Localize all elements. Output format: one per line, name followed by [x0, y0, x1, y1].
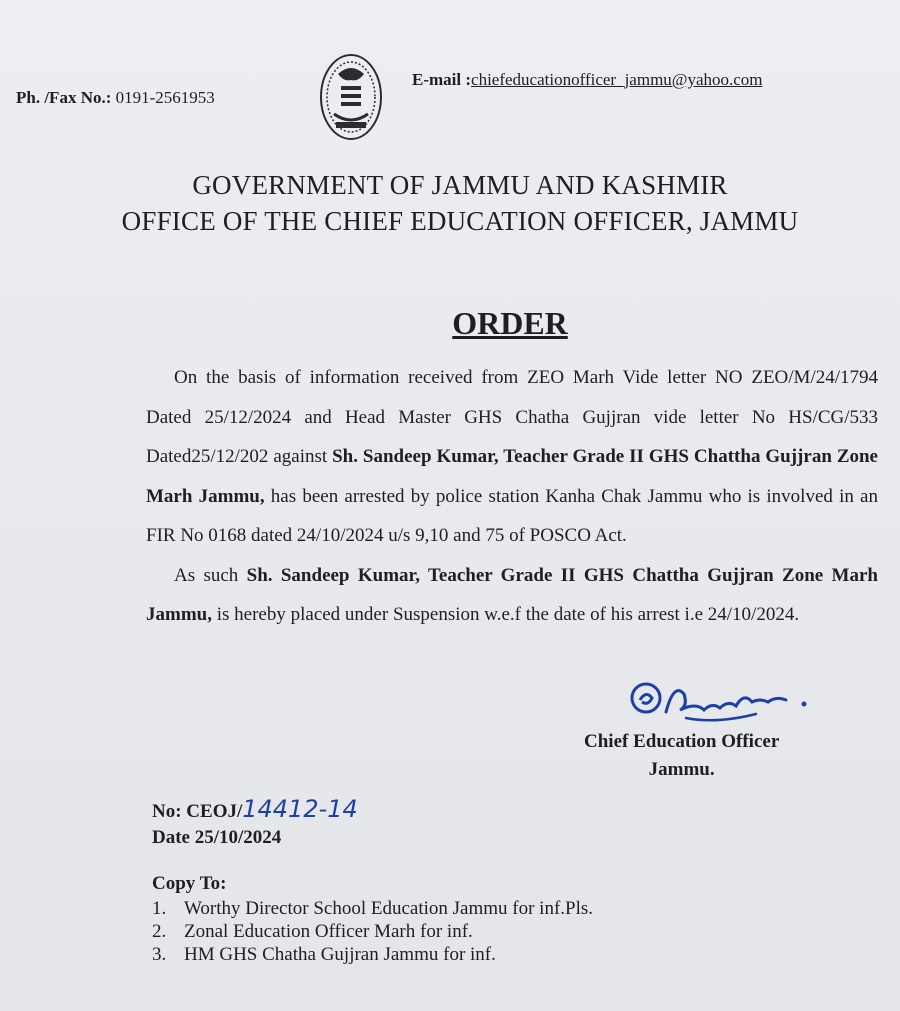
- list-item: [152, 897, 593, 920]
- government-heading: GOVERNMENT OF JAMMU AND KASHMIR: [192, 170, 728, 200]
- list-item-number: 2.: [152, 921, 167, 942]
- reference-date: Date 25/10/2024: [152, 827, 282, 848]
- email: [412, 70, 763, 90]
- signatory-location: Jammu.: [648, 759, 715, 780]
- email-address[interactable]: chiefeducationofficer_jammu@yahoo.com: [471, 70, 763, 89]
- list-item-number: 1.: [152, 898, 167, 919]
- signature: [626, 672, 826, 732]
- office-heading: OFFICE OF THE CHIEF EDUCATION OFFICER, JAMMU: [121, 206, 799, 236]
- order-title: ORDER: [452, 305, 568, 341]
- para1-intro: On the basis of information received from ZEO Marh Vide letter NO ZEO/M/24/1794 Dated 25/12/2024 and Head Master GHS Chatha Gujjran vide letter No HS/CG/533 Dated25/12/202 against: [146, 367, 878, 467]
- signatory-designation: Chief Education Officer: [584, 731, 780, 752]
- reference-number-handwritten: 14412-14: [242, 795, 358, 823]
- para1-rest: has been arrested by police station Kanha Chak Jammu who is involved in an FIR No 0168 dated 24/10/2024 u/s 9,10 and 75 of POSCO Act.: [146, 485, 878, 546]
- list-item-text: Zonal Education Officer Marh for inf.: [184, 921, 473, 942]
- phone-fax: [16, 88, 215, 108]
- order-paragraph-2: [146, 556, 878, 635]
- list-item: [152, 920, 593, 943]
- list-item-text: Worthy Director School Education Jammu for inf.Pls.: [184, 898, 594, 919]
- state-emblem-icon: [318, 52, 384, 142]
- para2-intro: As such: [174, 564, 247, 586]
- reference-block: [152, 796, 358, 851]
- list-item-number: 3.: [152, 944, 167, 965]
- para2-rest: is hereby placed under Suspension w.e.f the date of his arrest i.e 24/10/2024.: [211, 604, 800, 625]
- list-item-text: HM GHS Chatha Gujjran Jammu for inf.: [184, 944, 496, 965]
- signatory-block: [584, 728, 779, 784]
- copy-to-block: [152, 872, 593, 966]
- para2-employee: Sh. Sandeep Kumar, Teacher Grade II GHS Chattha Gujjran Zone Marh Jammu,: [146, 564, 878, 625]
- order-body: [146, 358, 878, 635]
- reference-number-label: No: CEOJ/: [152, 801, 243, 822]
- phone-label: Ph. /Fax No.:: [16, 88, 112, 107]
- email-label: E-mail :: [412, 70, 472, 89]
- reference-number: [152, 796, 358, 825]
- order-paragraph-1: [146, 358, 878, 556]
- copy-to-list: [152, 897, 593, 966]
- phone-number: 0191-2561953: [115, 88, 215, 107]
- list-item: [152, 943, 593, 966]
- copy-to-title: Copy To:: [152, 873, 227, 894]
- para1-employee: Sh. Sandeep Kumar, Teacher Grade II GHS Chattha Gujjran Zone Marh Jammu,: [146, 446, 878, 507]
